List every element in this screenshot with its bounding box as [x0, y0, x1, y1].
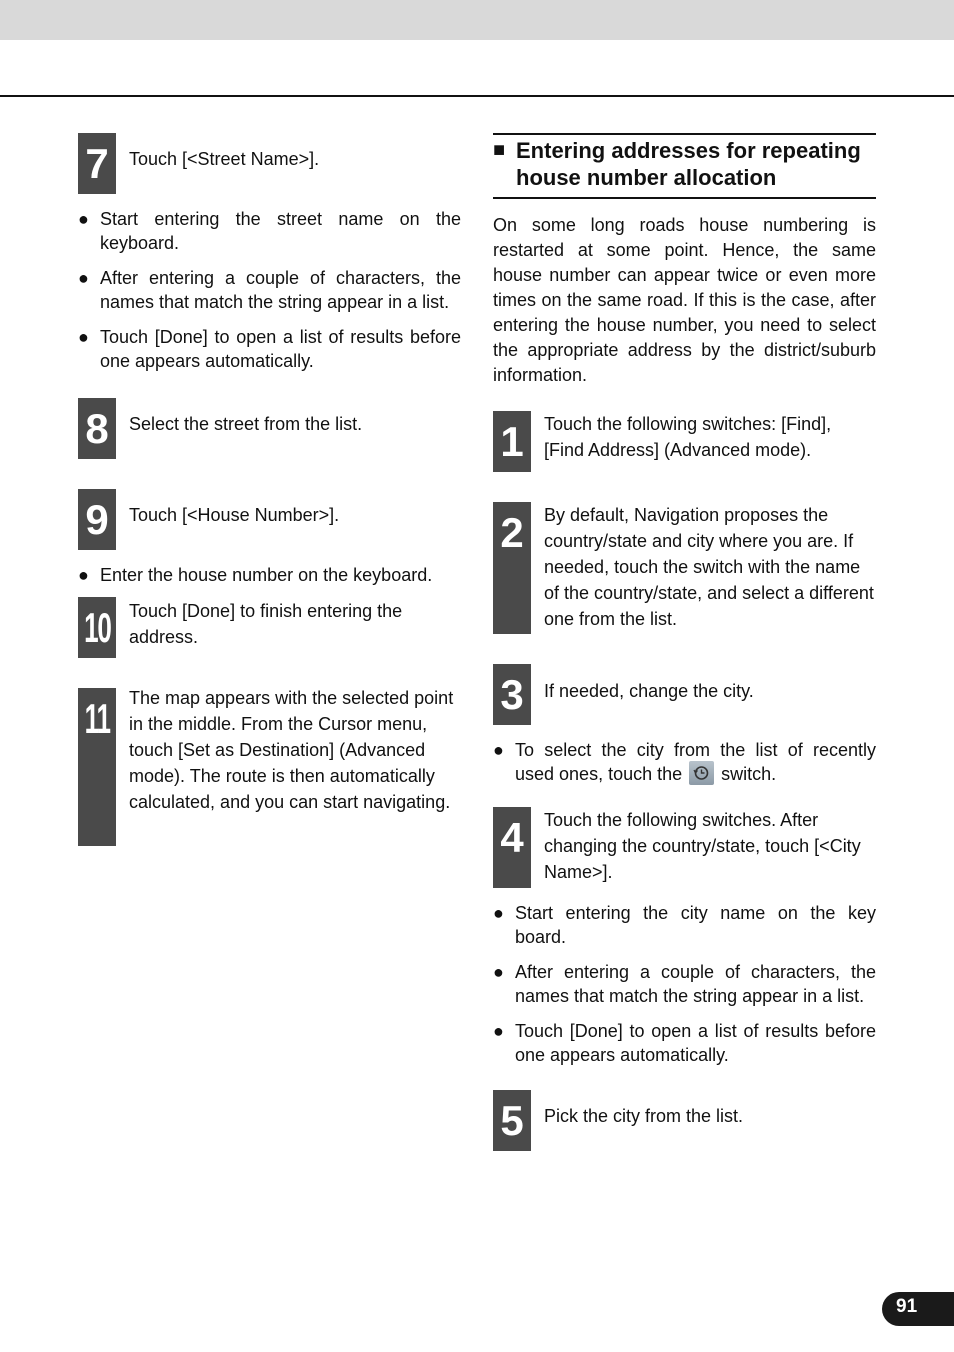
bullet-item: ● After entering a couple of characters, the names that match the string appear in a list. — [78, 268, 461, 312]
bullet-dot: ● — [78, 327, 89, 347]
step-number-badge: 3 — [493, 664, 531, 725]
bullet-item: ● Touch [Done] to open a list of results before one appears automatically. — [493, 1021, 876, 1066]
bullet-item: ● To select the city from the list of recently used ones, touch the switch. — [493, 740, 876, 784]
step-3 — [493, 664, 876, 725]
header-band — [0, 0, 954, 40]
bullet-dot: ● — [78, 268, 89, 288]
bullet-item: ● Touch [Done] to open a list of results before one appears automatically. — [78, 327, 461, 371]
step-1 — [493, 411, 876, 472]
step-number-badge: 7 — [78, 133, 116, 194]
step-text: Touch [Done] to finish entering the address. — [129, 601, 403, 647]
bullet-dot: ● — [493, 740, 504, 760]
step-text: Touch the following switches. After changing the country/state, touch [<City Name>]. — [544, 810, 861, 883]
step-text: If needed, change the city. — [544, 681, 754, 701]
bullet-item: ● Enter the house number on the keyboard. — [78, 565, 433, 585]
step-text: Touch the following switches: [Find], [Find Address] (Advanced mode). — [544, 414, 832, 460]
step-7 — [78, 133, 461, 194]
heading-text: Entering addresses for repeating house number allocation — [516, 138, 861, 190]
step-9 — [78, 489, 461, 550]
step-2 — [493, 502, 876, 634]
bullet-dot: ● — [493, 903, 504, 924]
step-text: Touch [<House Number>]. — [129, 505, 340, 525]
right-column — [493, 133, 876, 1151]
bullet-item: ● Start entering the street name on the keyboard. — [78, 209, 461, 253]
step-text: The map appears with the selected point in the middle. From the Cursor menu, touch [Set as Destination] (Advanced mode). The route is then automatically calculated, and you can start navigating. — [129, 688, 454, 812]
bullet-item: ● Start entering the city name on the key board. — [493, 903, 876, 948]
step-4 — [493, 807, 876, 888]
step-8 — [78, 398, 461, 459]
heading-square-marker: ■ — [493, 139, 506, 161]
step-number-badge: 1 — [493, 411, 531, 472]
step-11 — [78, 688, 461, 846]
bullet-dot: ● — [78, 209, 89, 229]
bullet-dot: ● — [493, 1021, 504, 1042]
step-number-badge: 8 — [78, 398, 116, 459]
step-text: Touch [<Street Name>]. — [129, 149, 320, 169]
step-number-badge: 11 — [78, 688, 116, 846]
step-number-badge: 5 — [493, 1090, 531, 1151]
bullet-item: ● After entering a couple of characters, the names that match the string appear in a list. — [493, 962, 876, 1007]
step-text: Pick the city from the list. — [544, 1106, 744, 1127]
step-number-badge: 10 — [78, 597, 116, 658]
step-text: Select the street from the list. — [129, 414, 363, 434]
step-10 — [78, 597, 461, 658]
step-number-badge: 2 — [493, 502, 531, 634]
step-number-badge: 4 — [493, 807, 531, 888]
bullet-dot: ● — [493, 962, 504, 983]
bullet-dot: ● — [78, 565, 89, 585]
left-column — [78, 133, 461, 846]
header-rule — [0, 95, 954, 97]
step-5 — [493, 1090, 876, 1151]
recent-cities-icon — [689, 761, 714, 785]
page-number-tab: 91 — [882, 1292, 954, 1326]
step-text: By default, Navigation proposes the country/state and city where you are. If needed, touch the switch with the name of the country/state, and select a different one from the list. — [544, 505, 874, 629]
step-number-badge: 9 — [78, 489, 116, 550]
section-heading — [493, 133, 876, 199]
intro-paragraph: On some long roads house numbering is restarted at some point. Hence, the same house number can appear twice or even more times on the same road. If this is the case, after entering the house number, you need to select the appropriate address by the district/suburb information. — [493, 215, 876, 385]
